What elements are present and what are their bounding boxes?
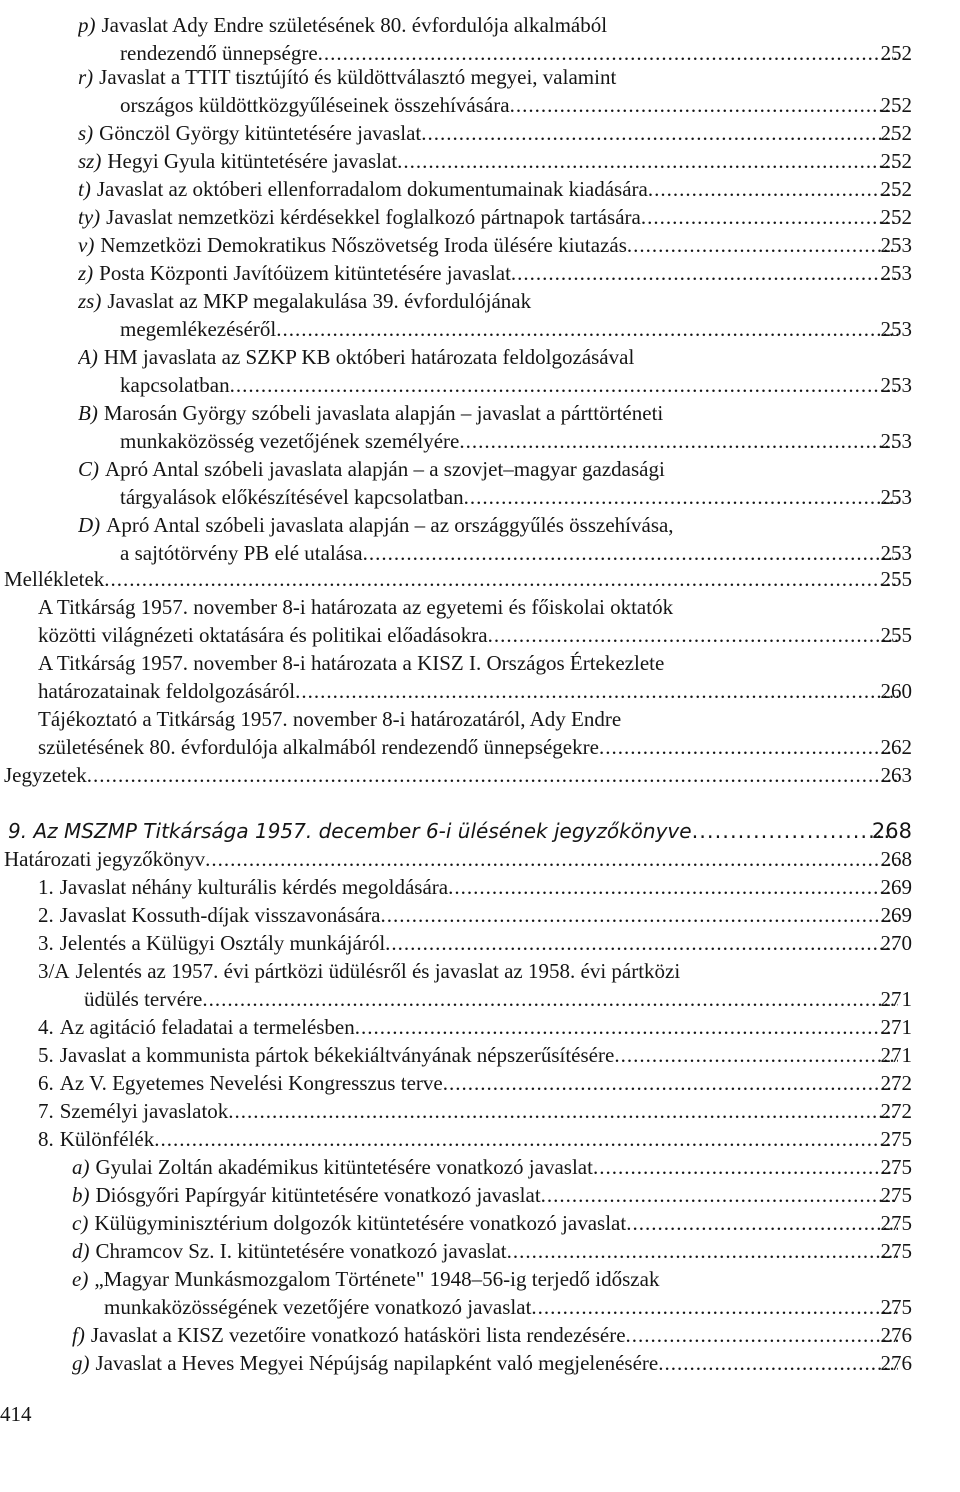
toc-entry-title: Diósgyőri Papírgyár kitüntetésére vonatkozó javaslat — [95, 1183, 541, 1207]
toc-entry-title: üdülés tervére — [84, 987, 203, 1011]
dot-leader — [507, 1238, 898, 1264]
toc-entry-title: tárgyalások előkészítésével kapcsolatban — [120, 485, 464, 509]
dot-leader — [104, 566, 898, 592]
toc-page-number: 252 — [880, 121, 912, 145]
dot-leader — [381, 902, 898, 928]
toc-entry-title: Marosán György szóbeli javaslata alapján – javaslat a párttörténeti — [103, 401, 664, 425]
toc-page-number: 272 — [880, 1099, 912, 1123]
toc-page-number: 275 — [880, 1183, 912, 1207]
toc-line — [0, 288, 960, 314]
toc-line — [0, 64, 960, 90]
toc-entry-marker: b) — [72, 1183, 90, 1207]
dot-leader — [464, 484, 898, 510]
toc-entry-title: Javaslat Ady Endre születésének 80. évfordulója alkalmából — [101, 13, 608, 37]
toc-entry-marker: 3/A — [38, 959, 70, 983]
toc-line — [0, 316, 960, 342]
dot-leader — [692, 818, 898, 844]
toc-entry-title: Külügyminisztérium dolgozók kitüntetésére vonatkozó javaslat — [94, 1211, 627, 1235]
dot-leader — [541, 1182, 898, 1208]
toc-page-number: 268 — [880, 847, 912, 871]
toc-entry-marker: 1. — [38, 875, 54, 899]
toc-line — [0, 1042, 960, 1068]
dot-leader — [397, 148, 898, 174]
toc-entry-title: Posta Központi Javítóüzem kitüntetésére javaslat — [99, 261, 511, 285]
toc-page-number: 252 — [880, 205, 912, 229]
toc-entry-title: Javaslat Kossuth-díjak visszavonására — [59, 903, 381, 927]
toc-entry-marker: D) — [78, 513, 101, 537]
toc-entry-title: születésének 80. évfordulója alkalmából rendezendő ünnepségekre — [38, 735, 599, 759]
toc-entry-title: Gyulai Zoltán akadémikus kitüntetésére vonatkozó javaslat — [95, 1155, 593, 1179]
toc-page-number: 253 — [880, 373, 912, 397]
toc-entry-marker: zs) — [78, 289, 102, 313]
toc-entry-title: Javaslat a KISZ vezetőire vonatkozó hatásköri lista rendezésére — [90, 1323, 626, 1347]
toc-entry-title: munkaközösség vezetőjének személyére — [120, 429, 460, 453]
toc-entry-title: Javaslat nemzetközi kérdésekkel foglalkozó pártnapok tartására — [106, 205, 641, 229]
toc-entry-title: Az V. Egyetemes Nevelési Kongresszus terve — [59, 1071, 443, 1095]
dot-leader — [488, 622, 898, 648]
toc-page-number: 253 — [880, 261, 912, 285]
toc-line — [0, 706, 960, 732]
toc-entry-marker: p) — [78, 13, 96, 37]
toc-entry-marker: v) — [78, 233, 95, 257]
toc-line — [0, 204, 960, 230]
dot-leader — [593, 1154, 898, 1180]
toc-page-number: 276 — [880, 1323, 912, 1347]
toc-page-number: 268 — [871, 819, 912, 843]
toc-entry-title: Mellékletek — [4, 567, 105, 591]
toc-entry-marker: A) — [78, 345, 98, 369]
toc-line — [0, 1126, 960, 1152]
toc-entry-title: A Titkárság 1957. november 8-i határozata az egyetemi és főiskolai oktatók — [38, 595, 674, 619]
dot-leader — [205, 846, 898, 872]
toc-entry-title: Javaslat az októberi ellenforradalom dokumentumainak kiadására — [96, 177, 648, 201]
toc-line — [0, 734, 960, 760]
toc-entry-marker: e) — [72, 1267, 89, 1291]
toc-entry-marker: s) — [78, 121, 94, 145]
toc-page-number: 262 — [880, 735, 912, 759]
toc-entry-marker: 2. — [38, 903, 54, 927]
toc-line — [0, 1070, 960, 1096]
toc-line — [0, 622, 960, 648]
dot-leader — [202, 986, 898, 1012]
toc-line — [0, 148, 960, 174]
toc-line — [0, 650, 960, 676]
toc-entry-title: rendezendő ünnepségre — [120, 41, 318, 65]
dot-leader — [443, 1070, 898, 1096]
dot-leader — [626, 1210, 898, 1236]
dot-leader — [658, 1350, 898, 1376]
dot-leader — [276, 316, 898, 342]
toc-line — [0, 986, 960, 1012]
toc-page-number: 252 — [880, 93, 912, 117]
toc-page-number: 275 — [880, 1211, 912, 1235]
dot-leader — [641, 204, 898, 230]
toc-line — [0, 456, 960, 482]
toc-line — [0, 1238, 960, 1264]
toc-line — [0, 1294, 960, 1320]
toc-line — [0, 484, 960, 510]
toc-line — [0, 762, 960, 788]
dot-leader — [421, 120, 898, 146]
toc-line — [0, 176, 960, 202]
toc-entry-marker: 3. — [38, 931, 54, 955]
toc-entry-title: Jelentés a Külügyi Osztály munkájáról — [59, 931, 386, 955]
dot-leader — [385, 930, 898, 956]
toc-line — [0, 594, 960, 620]
dot-leader — [511, 260, 898, 286]
toc-page-number: 270 — [880, 931, 912, 955]
toc-line — [0, 540, 960, 566]
toc-line — [0, 902, 960, 928]
toc-entry-marker: B) — [78, 401, 98, 425]
toc-entry-title: országos küldöttközgyűléseinek összehívására — [120, 93, 510, 117]
toc-line — [0, 92, 960, 118]
toc-entry-title: Határozati jegyzőkönyv — [4, 847, 206, 871]
toc-line — [0, 1014, 960, 1040]
toc-entry-marker: z) — [78, 261, 94, 285]
dot-leader — [510, 92, 898, 118]
toc-page-number: 253 — [880, 485, 912, 509]
toc-line — [0, 874, 960, 900]
toc-line — [0, 232, 960, 258]
toc-page-number: 271 — [880, 1015, 912, 1039]
toc-line — [0, 372, 960, 398]
toc-page-number: 263 — [880, 763, 912, 787]
toc-page-number: 275 — [880, 1239, 912, 1263]
toc-line — [0, 1098, 960, 1124]
toc-entry-marker: sz) — [78, 149, 102, 173]
toc-entry-title: kapcsolatban — [120, 373, 230, 397]
toc-entry-marker: t) — [78, 177, 91, 201]
toc-entry-marker: d) — [72, 1239, 90, 1263]
toc-line — [0, 930, 960, 956]
toc-entry-title: Javaslat a Heves Megyei Népújság napilapként való megjelenésére — [95, 1351, 659, 1375]
dot-leader — [230, 372, 898, 398]
toc-entry-title: a sajtótörvény PB elé utalása — [120, 541, 363, 565]
toc-page-number: 253 — [880, 541, 912, 565]
dot-leader — [295, 678, 898, 704]
toc-page-number: 275 — [880, 1127, 912, 1151]
toc-line — [0, 12, 960, 38]
toc-entry-marker: f) — [72, 1323, 85, 1347]
toc-entry-marker: ty) — [78, 205, 101, 229]
toc-page-number: 253 — [880, 233, 912, 257]
toc-line — [0, 1154, 960, 1180]
page-number: 414 — [0, 1402, 32, 1426]
dot-leader — [228, 1098, 898, 1124]
toc-line — [0, 260, 960, 286]
toc-line — [0, 512, 960, 538]
toc-page-number: 255 — [880, 567, 912, 591]
dot-leader — [531, 1294, 898, 1320]
toc-entry-title: Hegyi Gyula kitüntetésére javaslat — [107, 149, 398, 173]
toc-entry-marker: c) — [72, 1211, 89, 1235]
toc-entry-title: A Titkárság 1957. november 8-i határozata a KISZ I. Országos Értekezlete — [38, 651, 665, 675]
toc-entry-marker: 4. — [38, 1015, 54, 1039]
dot-leader — [448, 874, 898, 900]
dot-leader — [363, 540, 898, 566]
toc-entry-title: Javaslat néhány kulturális kérdés megoldására — [59, 875, 449, 899]
toc-entry-marker: a) — [72, 1155, 90, 1179]
toc-line — [0, 818, 960, 844]
toc-entry-marker: 7. — [38, 1099, 54, 1123]
dot-leader — [599, 734, 898, 760]
toc-page-number: 272 — [880, 1071, 912, 1095]
dot-leader — [648, 176, 898, 202]
toc-page-number: 275 — [880, 1295, 912, 1319]
toc-entry-title: „Magyar Munkásmozgalom Története" 1948–56-ig terjedő időszak — [94, 1267, 660, 1291]
toc-entry-marker: 8. — [38, 1127, 54, 1151]
dot-leader — [627, 232, 898, 258]
toc-entry-title: Nemzetközi Demokratikus Nőszövetség Iroda ülésére kiutazás — [100, 233, 627, 257]
toc-entry-marker: 6. — [38, 1071, 54, 1095]
toc-line — [0, 1182, 960, 1208]
toc-line — [0, 344, 960, 370]
toc-entry-marker: g) — [72, 1351, 90, 1375]
toc-page-number: 252 — [880, 177, 912, 201]
toc-entry-title: Az agitáció feladatai a termelésben — [59, 1015, 355, 1039]
toc-entry-title: határozatainak feldolgozásáról — [38, 679, 296, 703]
toc-page-number: 269 — [880, 875, 912, 899]
toc-line — [0, 566, 960, 592]
toc-entry-title: Javaslat a TTIT tisztújító és küldöttválasztó megyei, valamint — [99, 65, 617, 89]
toc-page-number: 276 — [880, 1351, 912, 1375]
toc-entry-marker: r) — [78, 65, 94, 89]
toc-entry-title: Apró Antal szóbeli javaslata alapján – az országgyűlés összehívása, — [106, 513, 674, 537]
dot-leader — [626, 1322, 898, 1348]
dot-leader — [459, 428, 898, 454]
toc-page-number: 275 — [880, 1155, 912, 1179]
toc-line — [0, 958, 960, 984]
toc-entry-title: Jegyzetek — [4, 763, 87, 787]
toc-entry-title: közötti világnézeti oktatására és politikai előadásokra — [38, 623, 488, 647]
toc-entry-title: HM javaslata az SZKP KB októberi határozata feldolgozásával — [103, 345, 635, 369]
toc-entry-title: Chramcov Sz. I. kitüntetésére vonatkozó javaslat — [95, 1239, 507, 1263]
toc-entry-title: Javaslat a kommunista pártok békekiáltványának népszerűsítésére — [59, 1043, 615, 1067]
toc-line — [0, 428, 960, 454]
toc-line — [0, 400, 960, 426]
toc-page-number: 271 — [880, 987, 912, 1011]
dot-leader — [87, 762, 898, 788]
toc-line — [0, 1266, 960, 1292]
toc-entry-title: 9. Az MSZMP Titkársága 1957. december 6-i ülésének jegyzőkönyve — [8, 819, 692, 843]
toc-entry-title: munkaközösségének vezetőjére vonatkozó javaslat — [104, 1295, 532, 1319]
toc-entry-title: Különfélék — [59, 1127, 155, 1151]
toc-page-number: 252 — [880, 149, 912, 173]
toc-line — [0, 1322, 960, 1348]
toc-entry-title: Javaslat az MKP megalakulása 39. évfordulójának — [107, 289, 532, 313]
toc-entry-title: Apró Antal szóbeli javaslata alapján – a szovjet–magyar gazdasági — [105, 457, 665, 481]
toc-entry-marker: 5. — [38, 1043, 54, 1067]
toc-page-number: 271 — [880, 1043, 912, 1067]
toc-page-number: 269 — [880, 903, 912, 927]
toc-line — [0, 846, 960, 872]
dot-leader — [318, 40, 898, 66]
toc-line — [0, 1210, 960, 1236]
toc-entry-title: Személyi javaslatok — [59, 1099, 229, 1123]
toc-entry-title: Gönczöl György kitüntetésére javaslat — [99, 121, 422, 145]
toc-page-number: 253 — [880, 317, 912, 341]
dot-leader — [614, 1042, 898, 1068]
toc-entry-title: megemlékezéséről — [120, 317, 277, 341]
toc-line — [0, 40, 960, 66]
toc-line — [0, 120, 960, 146]
dot-leader — [355, 1014, 898, 1040]
toc-page-number: 260 — [880, 679, 912, 703]
toc-page-number: 255 — [880, 623, 912, 647]
toc-line — [0, 678, 960, 704]
toc-entry-title: Tájékoztató a Titkárság 1957. november 8-i határozatáról, Ady Endre — [38, 707, 622, 731]
dot-leader — [154, 1126, 898, 1152]
toc-entry-marker: C) — [78, 457, 99, 481]
toc-page-number: 253 — [880, 429, 912, 453]
toc-page-number: 252 — [880, 41, 912, 65]
toc-entry-title: Jelentés az 1957. évi pártközi üdülésről és javaslat az 1958. évi pártközi — [75, 959, 681, 983]
toc-line — [0, 1350, 960, 1376]
